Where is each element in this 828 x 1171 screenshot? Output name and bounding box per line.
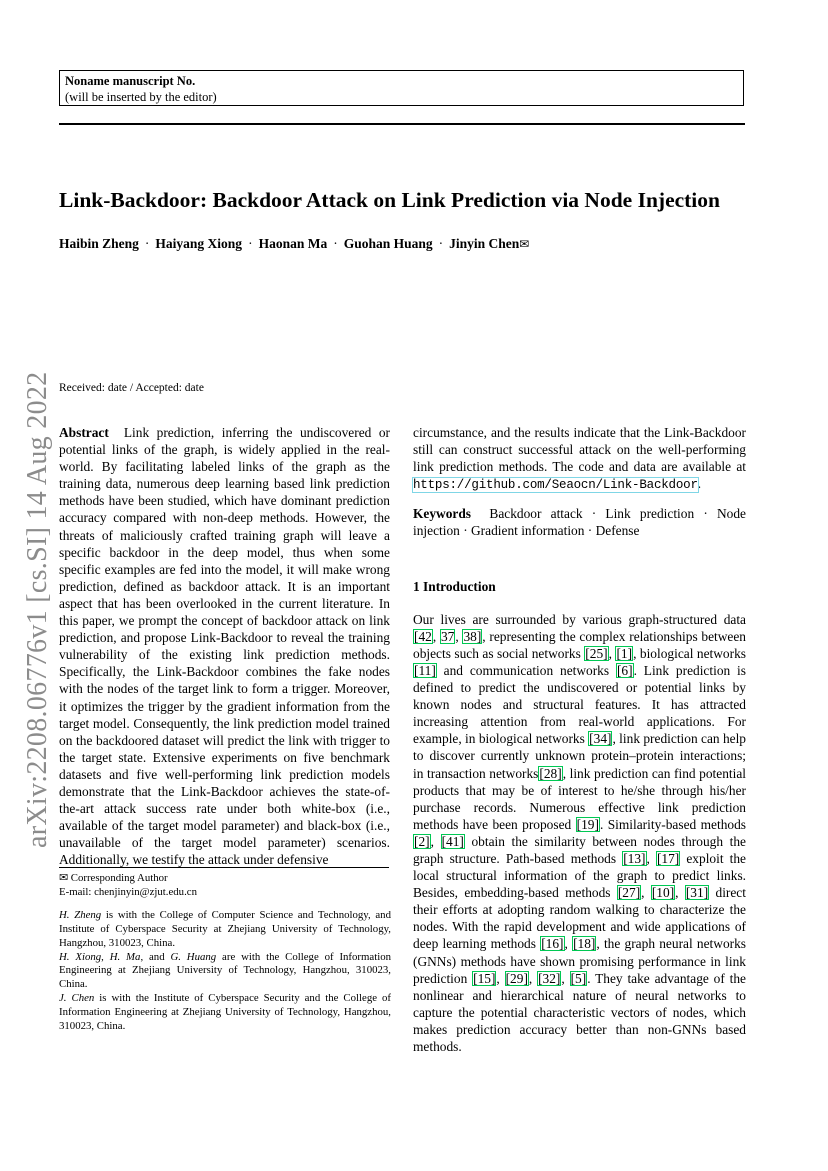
paper-title: Link-Backdoor: Backdoor Attack on Link Prediction via Node Injection xyxy=(59,188,720,212)
manuscript-label: Noname manuscript No. xyxy=(65,74,196,88)
intro-text: , the graph neural networks (GNNs) methods have shown promising performance in link prediction xyxy=(413,936,747,986)
intro-text: , link prediction can find potential products that may be of interest to he/she through his/her purchase records. Numerous effective link prediction methods have been proposed xyxy=(413,765,746,832)
affiliation-names: H. Xiong xyxy=(59,950,102,963)
affiliation-note xyxy=(59,909,391,951)
author-name: Haiyang Xiong xyxy=(155,236,243,251)
right-column xyxy=(413,424,746,1055)
intro-text: , xyxy=(641,885,651,901)
intro-text: obtain the similarity between nodes through the graph structure. Path-based methods xyxy=(413,833,746,866)
citation-link[interactable]: [25] xyxy=(585,645,608,661)
citation-link[interactable]: [16] xyxy=(541,936,564,952)
citation-link[interactable]: [5] xyxy=(570,970,587,986)
affiliation-separator: , and xyxy=(140,950,171,963)
affiliation-text: are with the College of Information Engineering at Zhejiang University of Technology, Hangzhou, 310023, China. xyxy=(59,950,392,991)
affiliation-text: is with the College of Computer Science and Technology, and Institute of Cyberspace Security at Zhejiang University of Technology, Hangzhou, 310023, China. xyxy=(59,908,391,949)
intro-text: , xyxy=(528,970,538,986)
author-name: Haonan Ma xyxy=(258,236,328,251)
citation-link[interactable]: [6] xyxy=(616,662,633,678)
affiliation-note xyxy=(59,951,391,993)
intro-text: , link prediction can help to discover currently unknown protein–protein interactions; in transaction networks xyxy=(413,731,746,781)
citation-link[interactable]: [42 xyxy=(414,628,432,644)
affiliation-names: G. Huang xyxy=(170,950,217,963)
section-heading: 1 Introduction xyxy=(413,578,496,594)
citation-link[interactable]: [1] xyxy=(616,645,633,661)
keywords-label: Keywords xyxy=(413,506,472,522)
intro-text: . They take advantage of the nonlinear and hierarchical nature of neural networks to capture the potential characteristic vectors of nodes, which makes prediction accuracy better than non-GNNs based methods. xyxy=(413,970,746,1054)
arxiv-stamp: arXiv:2208.06776v1 [cs.SI] 14 Aug 2022 xyxy=(22,371,53,848)
intro-text: , xyxy=(675,885,685,901)
citation-link[interactable]: [34] xyxy=(589,731,612,747)
received-date: Received: date / Accepted: date xyxy=(59,382,204,394)
citation-link[interactable]: [29] xyxy=(505,970,528,986)
code-link[interactable]: https://github.com/Seaocn/Link-Backdoor xyxy=(413,478,698,493)
affiliation-text: is with the Institute of Cyberspace Security and the College of Information Engineering at Zhejiang University of Technology, Hangzhou, 310023, China. xyxy=(59,992,392,1033)
intro-text: , xyxy=(432,628,440,644)
citation-link[interactable]: [11] xyxy=(414,662,436,678)
citation-link[interactable]: [41] xyxy=(441,833,464,849)
abstract-column xyxy=(59,424,390,868)
keywords xyxy=(413,505,746,539)
envelope-icon: ✉ xyxy=(519,237,530,251)
intro-text: Our lives are surrounded by various graph-structured data xyxy=(413,611,746,627)
editor-box xyxy=(59,70,744,106)
footnote-rule xyxy=(59,867,389,868)
author-name: Haibin Zheng xyxy=(59,236,139,251)
citation-link[interactable]: [15] xyxy=(473,970,496,986)
intro-text: , representing the complex relationships between objects such as social networks xyxy=(413,628,747,661)
abstract-continuation-text: circumstance, and the results indicate that the Link-Backdoor still can construct successful attack on the well-performing link prediction methods. The code and data are available at xyxy=(413,425,746,475)
intro-text: direct their efforts at adopting random walking to characterize the nodes. With the rapid development and wide applications of deep learning methods xyxy=(413,885,746,952)
editor-note: (will be inserted by the editor) xyxy=(65,90,217,104)
author-separator: · xyxy=(144,236,150,251)
intro-text: , xyxy=(430,833,441,849)
email-note: E-mail: chenjinyin@zjut.edu.cn xyxy=(59,885,197,898)
citation-link[interactable]: 37 xyxy=(440,628,455,644)
citation-link[interactable]: [31] xyxy=(685,885,709,901)
citation-link[interactable]: [2] xyxy=(414,833,430,849)
author-name: Guohan Huang xyxy=(343,236,433,251)
intro-text: . Similarity-based methods xyxy=(599,816,746,832)
author-separator: · xyxy=(438,236,444,251)
intro-text: , xyxy=(564,936,573,952)
author-name: Jinyin Chen xyxy=(449,236,520,251)
intro-text: and communication networks xyxy=(436,662,616,678)
citation-link[interactable]: [32] xyxy=(538,970,561,986)
citation-link[interactable]: [27] xyxy=(617,885,641,901)
author-separator: · xyxy=(248,236,253,251)
citation-link[interactable]: [28] xyxy=(539,765,562,781)
header-rule xyxy=(59,123,745,125)
author-separator: · xyxy=(333,236,338,251)
author-list xyxy=(59,236,529,252)
citation-link[interactable]: [13] xyxy=(623,850,646,866)
intro-text: , xyxy=(496,970,505,986)
affiliation-note xyxy=(59,992,391,1034)
citation-link[interactable]: [19] xyxy=(576,816,599,832)
intro-text: , xyxy=(608,645,616,661)
citation-link[interactable]: [10] xyxy=(651,885,675,901)
affiliation-names: J. Chen xyxy=(59,992,95,1005)
intro-text: , biological networks xyxy=(633,645,746,661)
intro-text: . Link prediction is defined to predict the undiscovered or potential links by known nodes and structural features. It has attracted increasing attention from real-world applications. For example, in biological networks xyxy=(413,662,746,747)
citation-link[interactable]: [17] xyxy=(656,850,680,866)
abstract-text: Link prediction, inferring the undiscovered or potential links of the graph, is widely applied in the real-world. By facilitating labeled links of the graph as the training data, numerous deep learning based link prediction methods have been studied, which have dominant prediction accuracy compared with non-deep methods. However, the threats of maliciously crafted training graph will leave a specific backdoor in the deep model, thus when some specific examples are fed into the model, it will make wrong prediction, defined as backdoor attack. It is an important aspect that has been overlooked in the current literature. In this paper, we prompt the concept of backdoor attack on link prediction, and propose Link-Backdoor to reveal the training vulnerability of the existing link prediction methods. Specifically, the Link-Backdoor combines the fake nodes with the nodes of the target link to form a trigger. Moreover, it optimizes the trigger by the gradient information from the target model. Consequently, the link prediction model trained on the backdoored dataset will predict the link with trigger to the target state. Extensive experiments on five benchmark datasets and five well-performing link prediction models demonstrate that the Link-Backdoor achieves the state-of-the-art attack success rate under both white-box (i.e., available of the target model parameter) and black-box (i.e., unavailable of the target model parameter) scenarios. Additionally, we testify the attack under defensive xyxy=(59,425,390,868)
citation-link[interactable]: 38] xyxy=(463,628,482,644)
intro-text: , xyxy=(561,970,570,986)
affiliation-names: H. Ma xyxy=(109,950,141,963)
abstract-label: Abstract xyxy=(59,425,109,440)
intro-paragraph xyxy=(413,611,746,1055)
keywords-text: Backdoor attack · Link prediction · Node injection · Gradient information · Defense xyxy=(413,506,746,539)
footnotes xyxy=(59,872,391,1034)
corresponding-note: ✉ Corresponding Author xyxy=(59,872,168,884)
intro-text: exploit the local structural information of the graph to predict links. Besides, embedding-based methods xyxy=(413,850,746,901)
affiliation-names: H. Zheng xyxy=(59,908,102,921)
abstract-continuation xyxy=(413,424,746,494)
affiliation-separator: , xyxy=(101,950,110,963)
url-period: . xyxy=(697,476,702,492)
intro-text: , xyxy=(455,628,463,644)
intro-text: , xyxy=(646,850,656,866)
citation-link[interactable]: [18] xyxy=(573,936,596,952)
